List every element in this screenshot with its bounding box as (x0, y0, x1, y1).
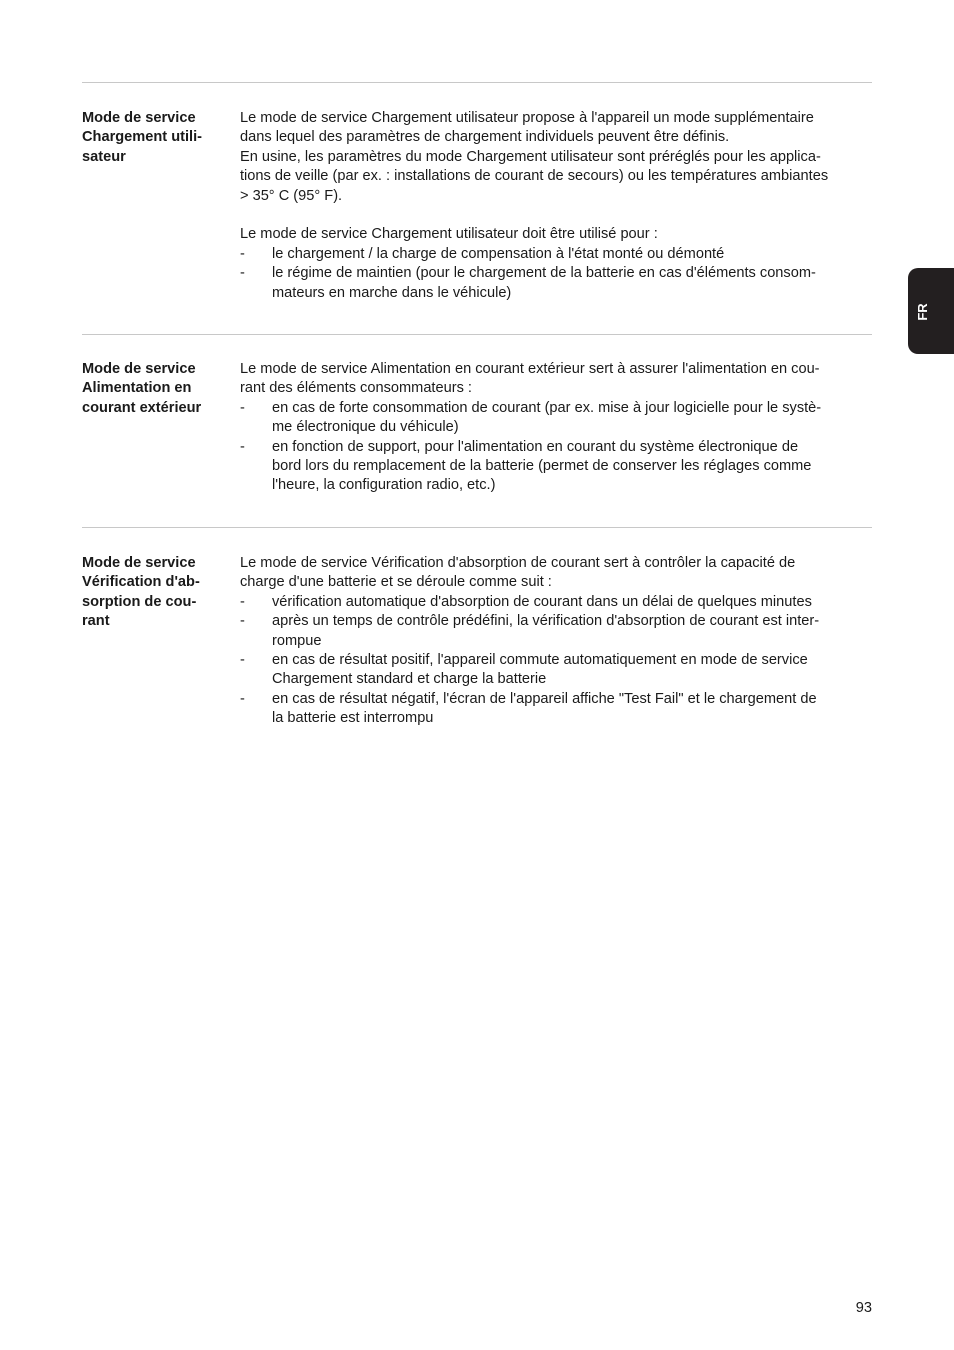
bullet-marker: - (240, 399, 245, 416)
list-item (240, 690, 874, 729)
bullet-marker: - (240, 613, 245, 630)
list-item-text: le régime de maintien (pour le chargement de la batterie en cas d'éléments consom- mateurs en marche dans le véhicule) (272, 265, 816, 301)
list-item-text: en cas de résultat négatif, l'écran de l'appareil affiche "Test Fail" et le chargement de la batterie est interrompu (272, 690, 817, 727)
list-item-text: en fonction de support, pour l'alimentation en courant du système électronique de bord lors du remplacement de la batterie (permet de conserver les réglages comme l'heure, la configuration radio, etc.) (272, 438, 812, 494)
section-divider (82, 334, 872, 335)
list-item-text: après un temps de contrôle prédéfini, la vérification d'absorption de courant est inter- rompue (272, 613, 820, 649)
section-body (240, 109, 874, 303)
list-item (240, 593, 874, 612)
list-item-text: vérification automatique d'absorption de courant dans un délai de quelques minutes (272, 593, 812, 610)
section-paragraph: Le mode de service Vérification d'absorption de courant sert à contrôler la capacité de charge d'une batterie et se déroule comme suit : (240, 555, 796, 591)
bullet-marker: - (240, 593, 245, 610)
section-heading: Mode de service Vérification d'ab- sorption de cou- rant (82, 555, 200, 630)
section-body (240, 554, 874, 729)
section-paragraph: Le mode de service Alimentation en courant extérieur sert à assurer l'alimentation en cou- rant des éléments consommateurs : (240, 361, 820, 397)
list-item (240, 245, 874, 264)
bullet-marker: - (240, 438, 245, 455)
bullet-marker: - (240, 265, 245, 282)
list-item (240, 399, 874, 438)
section-divider (82, 527, 872, 528)
list-item (240, 264, 874, 303)
list-item-text: en cas de résultat positif, l'appareil commute automatiquement en mode de service Chargement standard et charge la batterie (272, 652, 808, 688)
page-number: 93 (855, 1300, 872, 1316)
language-tab-label: FR (915, 303, 930, 321)
top-divider (82, 82, 872, 83)
list-item-text: le chargement / la charge de compensation à l'état monté ou démonté (272, 245, 725, 262)
section-heading: Mode de service Alimentation en courant extérieur (82, 361, 202, 416)
list-item (240, 438, 874, 496)
section-paragraph: Le mode de service Chargement utilisateur doit être utilisé pour : (240, 226, 658, 243)
section-paragraph: Le mode de service Chargement utilisateur propose à l'appareil un mode supplémentaire dans lequel des paramètres de chargement individuels peuvent être définis. En usine, les paramètres du mode Chargement utilisateur sont préréglés pour les applica- tions de veille (par ex. : installations de courant de secours) ou les températures ambiantes > 35° C (95° F). (240, 110, 829, 204)
bullet-marker: - (240, 690, 245, 707)
list-item-text: en cas de forte consommation de courant (par ex. mise à jour logicielle pour le systè- me électronique du véhicule) (272, 399, 822, 436)
list-item (240, 612, 874, 651)
section-body (240, 360, 874, 496)
bullet-marker: - (240, 652, 245, 669)
paragraph-gap (240, 206, 874, 225)
bullet-marker: - (240, 245, 245, 262)
section-heading: Mode de service Chargement utili- sateur (82, 110, 202, 165)
list-item (240, 651, 874, 690)
